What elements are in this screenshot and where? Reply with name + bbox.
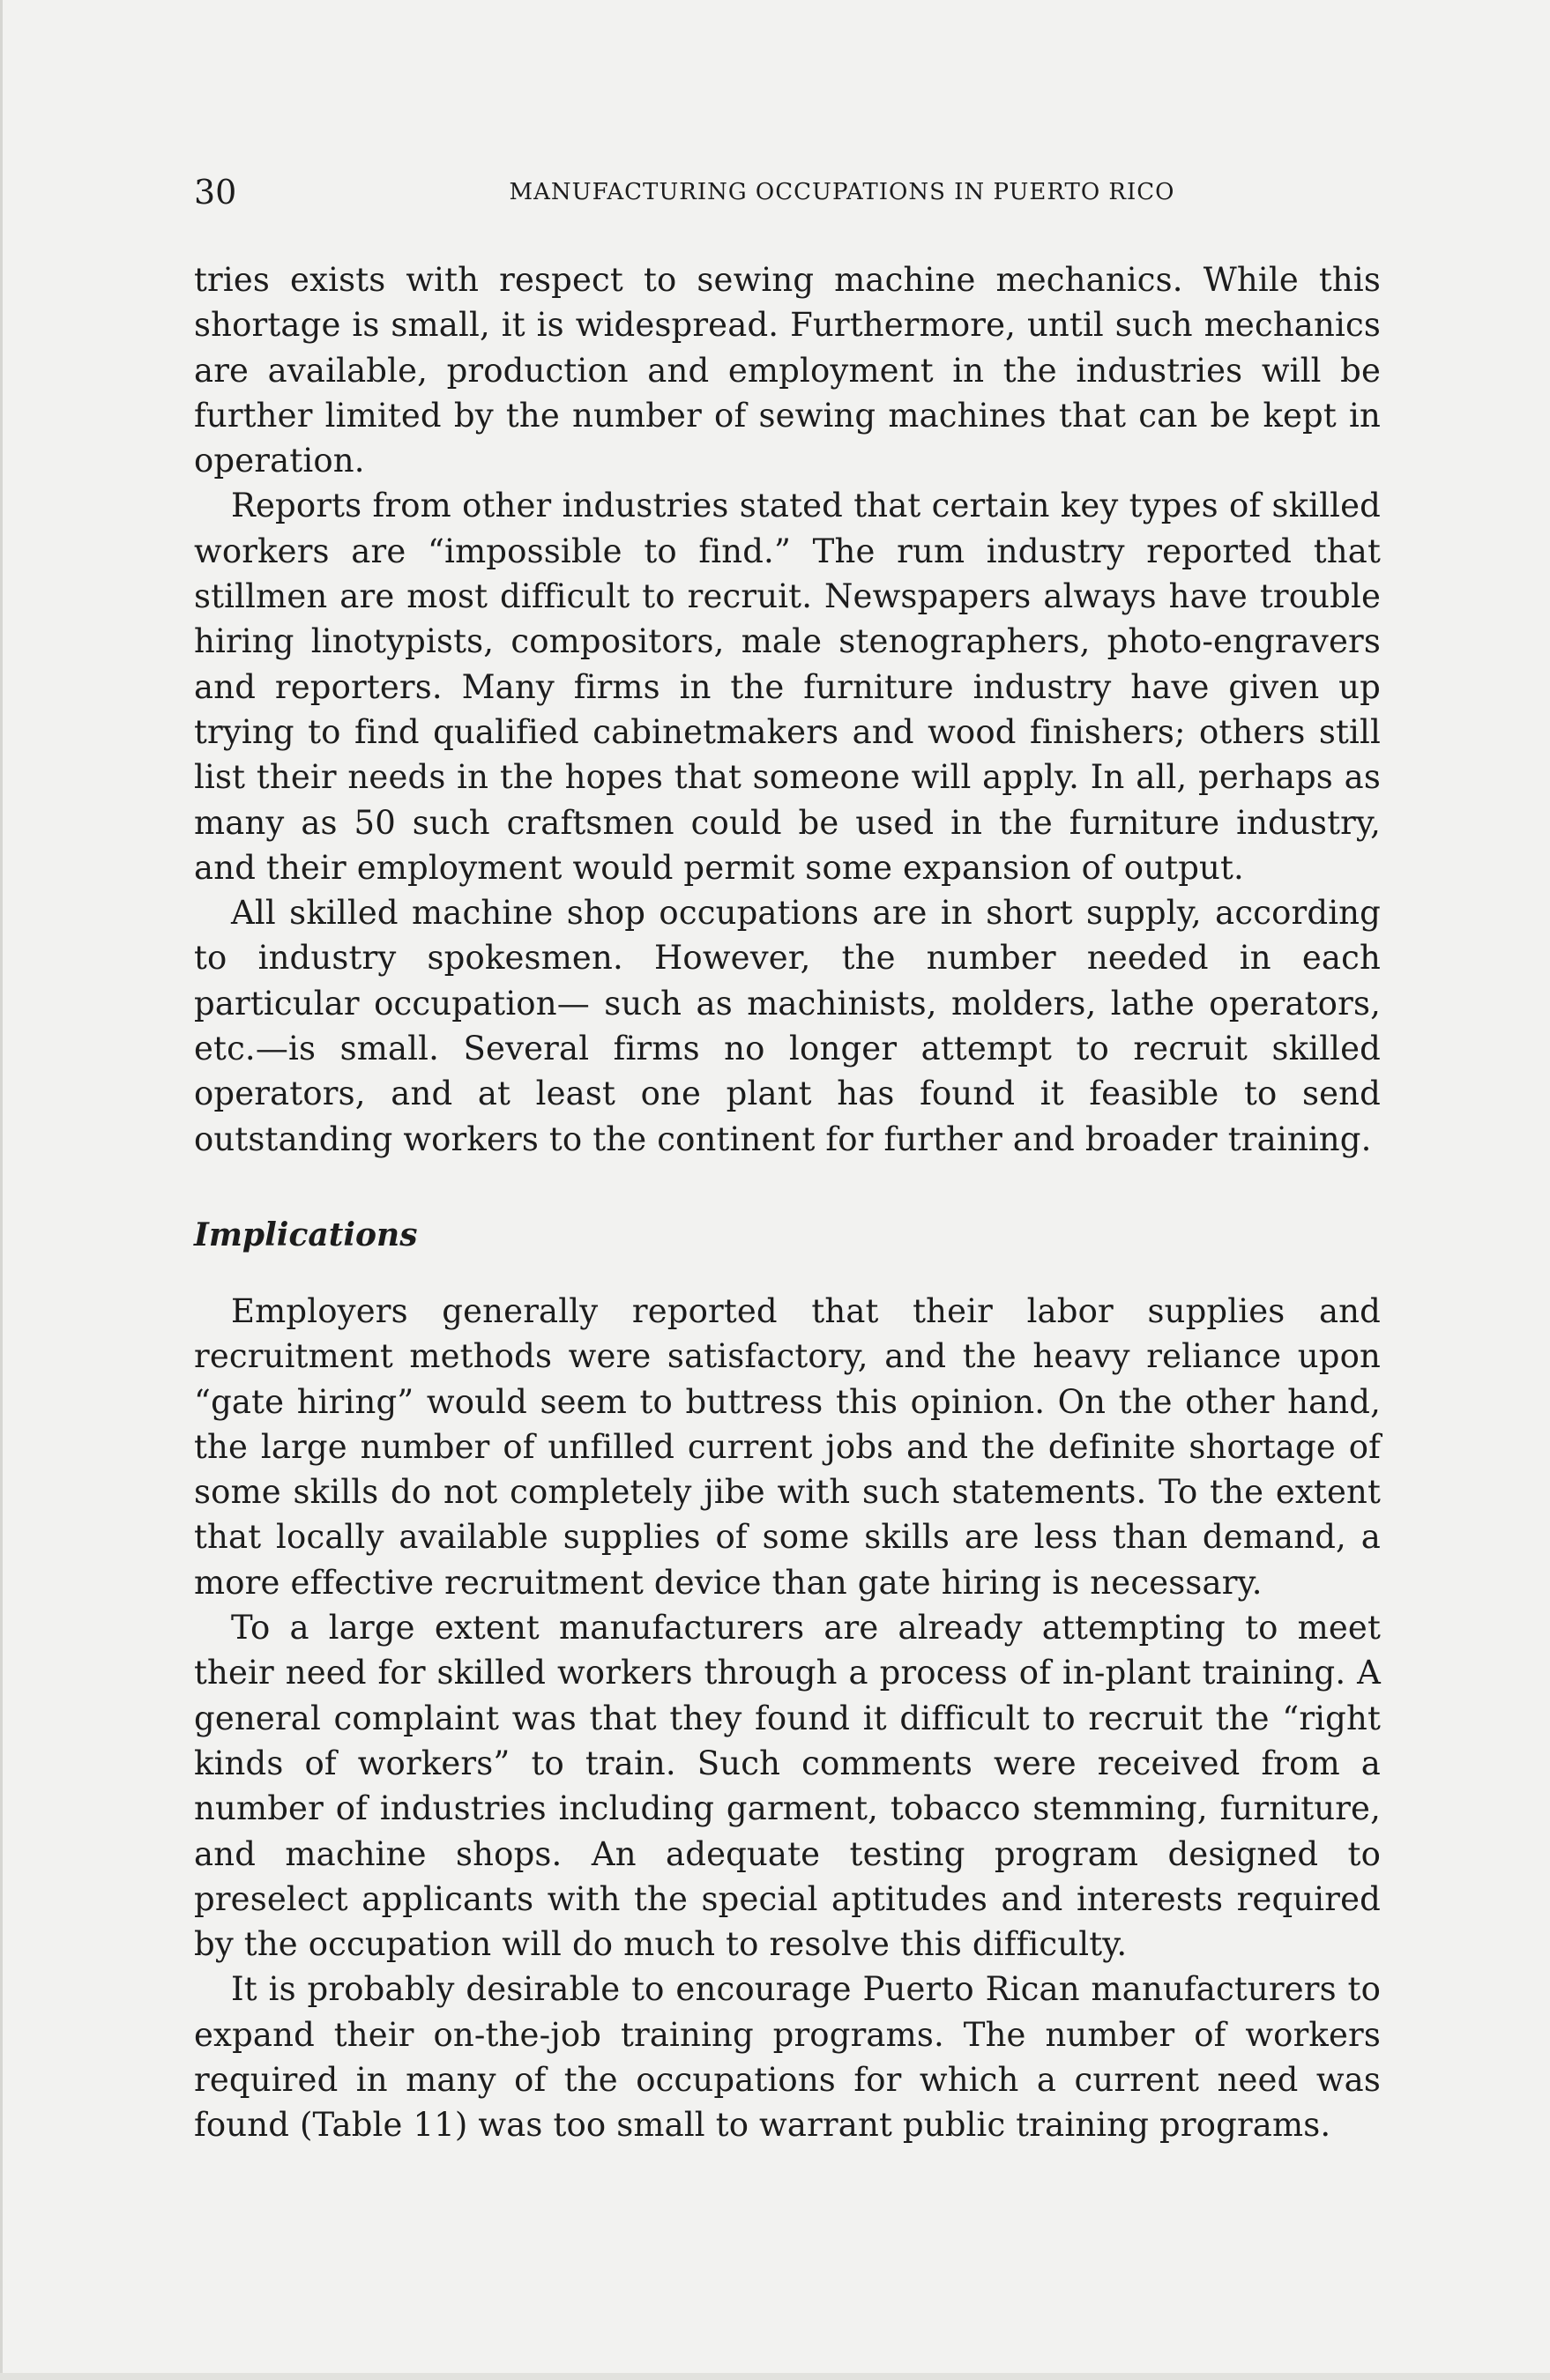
body-paragraph: All skilled machine shop occupations are in short supply, according to industry spokesmen. However, the number needed in each particular occupation— such as machinists, molders, lathe operators, etc.—is small. Several firms no longer attempt to recruit skilled operators, and at least one plant has found it feasible to send outstanding workers to the continent for further and broader training. (194, 894, 1381, 1158)
scan-edge (0, 0, 3, 2380)
body-paragraph: To a large extent manufacturers are already attempting to meet their need for skilled workers through a process of in-plant training. A general complaint was that they found it difficult to recruit the “right kinds of workers” to train. Such comments were received from a number of industries including garment, tobacco stemming, furniture, and machine shops. An adequate testing program designed to preselect applicants with the special aptitudes and interests required by the occupation will do much to resolve this difficulty. (194, 1609, 1381, 1964)
page-body (194, 257, 1381, 2148)
body-paragraph: Employers generally reported that their labor supplies and recruitment methods were satisfactory, and the heavy reliance upon “gate hiring” would seem to buttress this opinion. On the other hand, the large number of unfilled current jobs and the definite shortage of some skills do not completely jibe with such statements. To the extent that locally available supplies of some skills are less than demand, a more effective recruitment device than gate hiring is necessary. (194, 1291, 1381, 1602)
scan-bottom-edge (0, 2373, 1550, 2380)
body-paragraph: tries exists with respect to sewing machine mechanics. While this shortage is small, it is widespread. Furthermore, until such mechanics are available, production and employment in the industries will be further limited by the number of sewing machines that can be kept in operation. (194, 261, 1381, 480)
body-paragraph: It is probably desirable to encourage Puerto Rican manufacturers to expand their on-the-job training programs. The number of workers required in many of the occupations for which a current need was found (Table 11) was too small to warrant public training programs. (194, 1970, 1381, 2145)
running-title: MANUFACTURING OCCUPATIONS IN PUERTO RICO (509, 179, 1175, 205)
running-head (194, 166, 1384, 219)
page-number: 30 (194, 173, 237, 212)
section-heading: Implications (194, 1216, 418, 1253)
body-paragraph: Reports from other industries stated that certain key types of skilled workers are “impossible to find.” The rum industry reported that stillmen are most difficult to recruit. Newspapers always have trouble hiring linotypists, compositors, male stenographers, photo-engravers and reporters. Many firms in the furniture industry have given up trying to find qualified cabinetmakers and wood finishers; others still list their needs in the hopes that someone will apply. In all, perhaps as many as 50 such craftsmen could be used in the furniture industry, and their employment would permit some expansion of output. (194, 487, 1381, 887)
